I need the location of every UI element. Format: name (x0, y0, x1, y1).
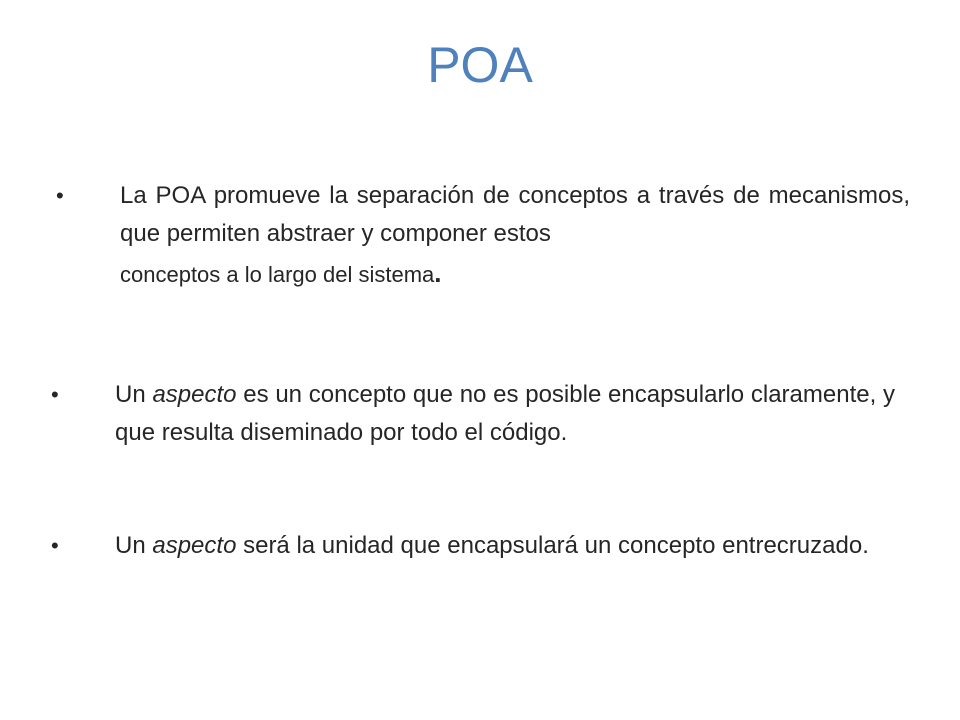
slide-title: POA (427, 37, 533, 93)
bullet-1-text-last-line: conceptos a lo largo del sistema (120, 262, 435, 287)
bullet-2-post: es un concepto que no es posible encapsularlo claramente, y que resulta diseminado por todo el código. (115, 381, 896, 446)
bullet-item-3 (51, 527, 895, 565)
bullet-2-emphasis: aspecto (152, 381, 237, 408)
bullet-item-2 (51, 376, 896, 452)
bullet-3-pre: Un (115, 532, 153, 559)
bullet-1-text: La POA promueve la separación de conceptos a través de mecanismos, que permiten abstraer y componer estos (120, 182, 910, 247)
bullet-icon: • (56, 183, 64, 208)
bullet-3-post: será la unidad que encapsulará un concepto entrecruzado. (236, 532, 869, 559)
bullet-1-period: . (434, 258, 442, 288)
bullet-3-emphasis: aspecto (152, 532, 237, 559)
bullet-icon: • (51, 533, 59, 558)
bullet-2-pre: Un (115, 381, 153, 408)
bullet-icon: • (51, 382, 59, 407)
bullet-item-1 (56, 177, 910, 297)
